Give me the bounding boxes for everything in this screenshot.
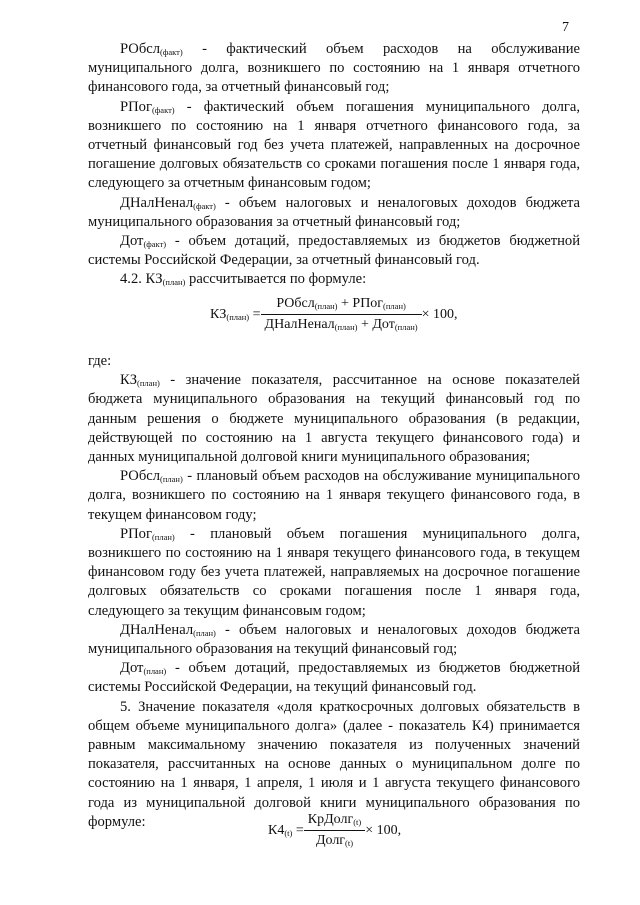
formula-kz-fraction: $\frac{РОбсл_{(план)} + РПог_{(план)}}{ДНалНенал_{(план)} + Дот_{(план)}}$ <box>261 296 422 333</box>
def-kz-plan: $КЗ_{(план)}$ - значение показателя, рассчитанное на основе показателей бюджета муниципального образования на текущий финансовый год по данным решения о бюджете муниципального образования (в редакции, действующей по состоянию на 1 августа текущего финансового года) и данных муниципальной долговой книги муниципального образования; <box>88 372 580 466</box>
def-robsl-fact: РОбсл$_{(факт)}$ - фактический объем расходов на обслуживание муниципального долга, возникшего по состоянию на 1 января отчетного финансового года, за отчетный финансовый год; <box>88 41 580 96</box>
def-rpog-fact: РПог$_{(факт)}$ - фактический объем погашения муниципального долга, возникшего по состоянию на 1 января отчетного финансового года, за отчетный финансовый год без учета платежей, направленных на досрочное погашение долговых обязательств со сроками погашения после 1 января года, следующего за отчетным финансовым годом; <box>88 98 580 192</box>
definitions-fact <box>88 40 580 290</box>
section-5: 5. Значение показателя «доля краткосрочных долговых обязательств в общем объеме муниципального долга» (далее - показатель К4) принимается равным максимальному значению показателя из полученных значений показателя, рассчитанных на основе данных о муниципальном долге по состоянию на 1 января, 1 апреля, 1 июля и 1 августа текущего финансового года из муниципальной долговой книги муниципального образования по формуле: <box>88 698 580 830</box>
definitions-plan <box>88 352 580 832</box>
section-4-2: 4.2. $КЗ_{(план)}$ рассчитывается по формуле: <box>120 271 367 288</box>
formula-kz-plan: $КЗ_{(план)}$ = $\frac{РОбсл_{(план)} + РПог_{(план)}}{ДНалНенал_{(план)} + Дот_{(план)}}$ × 100, <box>210 296 458 332</box>
def-dnalnenal-plan: ДНалНенал$_{(план)}$ - объем налоговых и неналоговых доходов бюджета муниципального образования на текущий финансовый год; <box>88 621 580 658</box>
def-robsl-plan: РОбсл$_{(план)}$ - плановый объем расходов на обслуживание муниципального долга, возникшего по состоянию на 1 января текущего финансового года, в текущем финансовом году; <box>88 468 580 523</box>
page-number: 7 <box>562 20 569 35</box>
where-label: где: <box>88 353 112 369</box>
formula-k4: $К4_{(t)}$ = $\frac{КрДолг_{(t)}}{Долг_{(t)}}$ × 100, <box>268 812 402 848</box>
def-rpog-plan: РПог$_{(план)}$ - плановый объем погашения муниципального долга, возникшего по состоянию на 1 января текущего финансового года, в текущем финансовом году без учета платежей, направляемых на досрочное погашение долговых обязательств со сроками погашения после 1 января года, следующего за текущим финансовым годом; <box>88 525 580 619</box>
def-dnalnenal-fact: ДНалНенал$_{(факт)}$ - объем налоговых и неналоговых доходов бюджета муниципального образования за отчетный финансовый год; <box>88 194 580 230</box>
def-dot-plan: Дот$_{(план)}$ - объем дотаций, предоставляемых из бюджетов бюджетной системы Российской Федерации, на текущий финансовый год. <box>88 660 580 696</box>
formula-k4-fraction: $\frac{КрДолг_{(t)}}{Долг_{(t)}}$ <box>304 812 365 849</box>
def-dot-fact: Дот$_{(факт)}$ - объем дотаций, предоставляемых из бюджетов бюджетной системы Российской Федерации, за отчетный финансовый год. <box>88 233 580 269</box>
